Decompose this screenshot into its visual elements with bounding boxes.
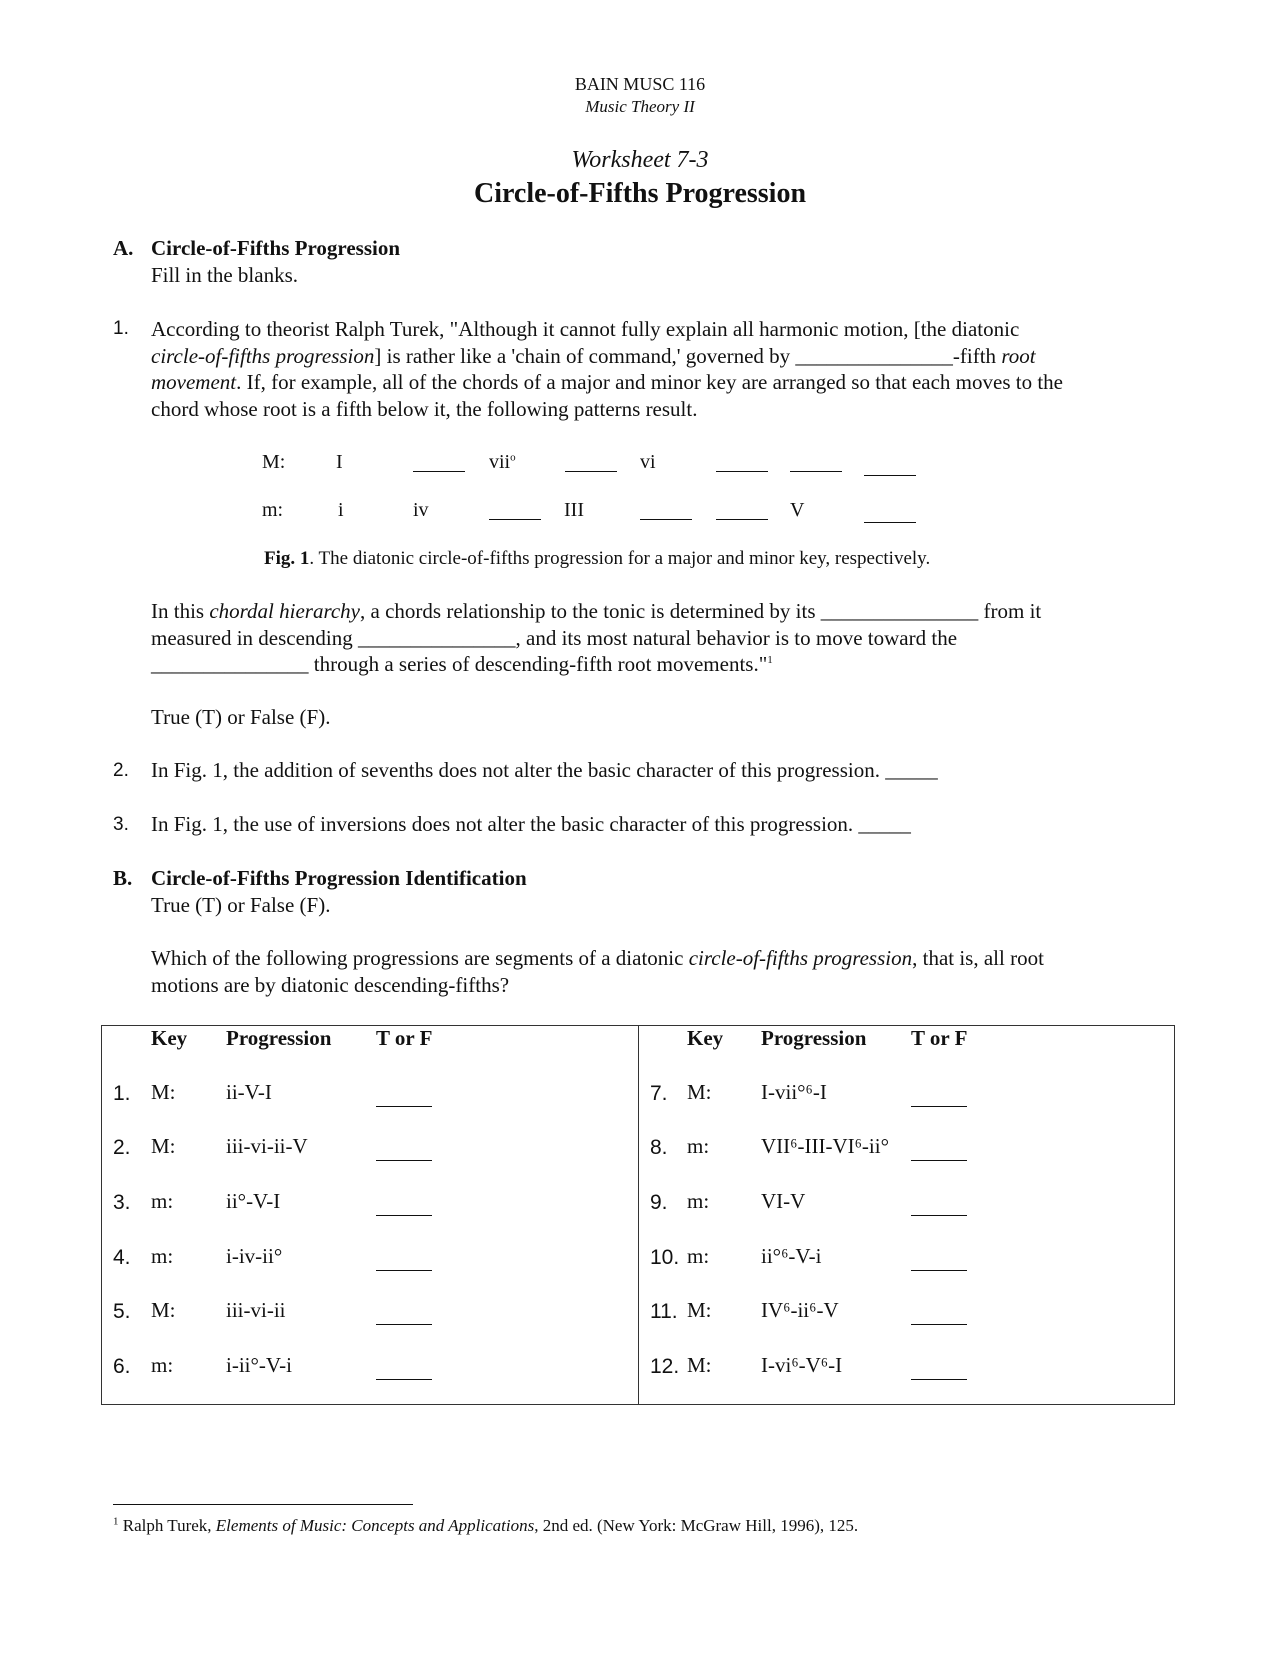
tf-answer-blank[interactable] (911, 1106, 967, 1107)
fig-minor-blank-5[interactable] (640, 518, 692, 520)
fig-minor-chord-7: V (790, 499, 805, 521)
row-number: 8. (650, 1136, 668, 1159)
footnote-book-title: Elements of Music: Concepts and Applications (215, 1516, 535, 1535)
fig-major-blank-4[interactable] (565, 470, 617, 472)
right-header-progression: Progression (761, 1026, 867, 1050)
fig-minor-chord-1: i (338, 499, 344, 521)
row-key: M: (151, 1080, 176, 1104)
section-b-q-line-2: motions are by diatonic descending-fifths? (151, 972, 510, 997)
fig-major-blank-6[interactable] (716, 470, 768, 472)
section-b-q-1b: , that is, all root (912, 946, 1044, 970)
fig-major-chord-3 (489, 451, 516, 474)
table-divider (638, 1025, 639, 1405)
row-number: 7. (650, 1082, 668, 1105)
question-1-number: 1. (113, 318, 129, 339)
tf-answer-blank[interactable] (376, 1379, 432, 1380)
row-number: 5. (113, 1300, 131, 1323)
row-key: m: (687, 1189, 710, 1213)
q1-term: circle-of-fifths progression (151, 343, 375, 368)
figure-caption-label: Fig. 1 (264, 548, 310, 569)
row-key: M: (687, 1353, 712, 1377)
q1-line-3 (151, 369, 1151, 396)
section-b-q-term: circle-of-fifths progression (688, 946, 913, 970)
q1-line-3-text: . If, for example, all of the chords of a major and minor key are arranged so that each moves to the (236, 370, 1063, 394)
question-3-text: In Fig. 1, the use of inversions does not alter the basic character of this progression. _____ (151, 812, 911, 836)
section-a-letter: A. (113, 236, 134, 260)
question-2-text: In Fig. 1, the addition of sevenths does not alter the basic character of this progression. _____ (151, 758, 938, 782)
tf-instruction: True (T) or False (F). (151, 705, 331, 729)
fig-minor-chord-4: III (564, 499, 584, 521)
para2-line-2: measured in descending _______________, and its most natural behavior is to move toward the (151, 625, 958, 650)
row-key: m: (151, 1353, 174, 1377)
course-subtitle: Music Theory II (585, 97, 695, 116)
section-b-heading: Circle-of-Fifths Progression Identification (151, 866, 527, 890)
figure-caption (264, 548, 930, 570)
section-a-instruction: Fill in the blanks. (151, 263, 298, 287)
tf-answer-blank[interactable] (376, 1160, 432, 1161)
row-progression: VI-V (761, 1189, 806, 1213)
fig-minor-blank-3[interactable] (489, 518, 541, 520)
q1-line-2 (151, 343, 1151, 370)
row-progression: i-iv-ii° (226, 1244, 283, 1268)
row-progression: ii°⁶-V-i (761, 1244, 822, 1268)
fig-minor-blank-6[interactable] (716, 518, 768, 520)
tf-answer-blank[interactable] (376, 1215, 432, 1216)
course-code: BAIN MUSC 116 (574, 74, 706, 94)
para2-line-1b: , a chords relationship to the tonic is determined by its _______________ from it (360, 599, 1042, 623)
worksheet-number: Worksheet 7-3 (571, 147, 709, 173)
tf-answer-blank[interactable] (911, 1270, 967, 1271)
row-progression: IV⁶-ii⁶-V (761, 1298, 839, 1322)
section-b-q-line-1 (151, 945, 1151, 972)
fig-major-chord-3-sup: o (510, 451, 516, 464)
tf-answer-blank[interactable] (911, 1324, 967, 1325)
footnote-mark: 1 (113, 1515, 119, 1528)
tf-answer-blank[interactable] (911, 1379, 967, 1380)
fig-major-blank-2[interactable] (413, 470, 465, 472)
section-b-q-1a: Which of the following progressions are segments of a diatonic (151, 946, 689, 970)
q1-term-movement: movement (151, 370, 237, 394)
left-header-tf: T or F (376, 1026, 433, 1050)
tf-answer-blank[interactable] (376, 1270, 432, 1271)
para2-line-1a: In this (151, 599, 210, 623)
fig-minor-chord-2: iv (413, 499, 429, 521)
row-number: 9. (650, 1191, 668, 1214)
para2-line-1 (151, 598, 1151, 625)
para2-line-3 (151, 651, 1151, 678)
row-key: m: (151, 1244, 174, 1268)
footnote-text-2: , 2nd ed. (New York: McGraw Hill, 1996), 125. (534, 1516, 859, 1535)
fig-minor-blank-8[interactable] (864, 521, 916, 523)
row-progression: iii-vi-ii (226, 1298, 286, 1322)
page-title: Circle-of-Fifths Progression (473, 178, 807, 209)
fig-major-chord-1: I (336, 451, 343, 473)
row-key: m: (151, 1189, 174, 1213)
row-progression: ii°-V-I (226, 1189, 281, 1213)
footnote-text-1: Ralph Turek, (118, 1516, 216, 1535)
tf-answer-blank[interactable] (376, 1106, 432, 1107)
hierarchy-paragraph (151, 598, 1151, 678)
figure-caption-text: . The diatonic circle-of-fifths progression for a major and minor key, respectively. (309, 548, 931, 569)
row-number: 3. (113, 1191, 131, 1214)
row-number: 11. (650, 1300, 678, 1323)
row-key: M: (687, 1080, 712, 1104)
row-progression: VII⁶-III-VI⁶-ii° (761, 1134, 889, 1158)
para2-term: chordal hierarchy (209, 599, 361, 623)
row-number: 2. (113, 1136, 131, 1159)
fig-major-chord-3-text: vii (489, 451, 511, 473)
row-key: M: (151, 1134, 176, 1158)
fig-major-chord-5: vi (640, 451, 656, 473)
row-number: 1. (113, 1082, 131, 1105)
tf-answer-blank[interactable] (376, 1324, 432, 1325)
fig-major-key: M: (262, 451, 286, 473)
tf-answer-blank[interactable] (911, 1160, 967, 1161)
question-2-number: 2. (113, 760, 129, 781)
footnote-ref[interactable]: 1 (767, 654, 773, 666)
q1-term-root: root (1001, 343, 1036, 368)
footnote (113, 1516, 858, 1536)
section-a-heading: Circle-of-Fifths Progression (151, 236, 401, 260)
left-header-key: Key (151, 1026, 188, 1050)
fig-minor-key: m: (262, 499, 284, 521)
para2-line-3-text: _______________ through a series of descending-fifth root movements." (151, 652, 768, 676)
q1-line-2-text: ] is rather like a 'chain of command,' governed by _______________-fifth (374, 343, 997, 368)
question-1-text (151, 316, 1151, 422)
fig-major-blank-7[interactable] (790, 470, 842, 472)
row-number: 4. (113, 1246, 131, 1269)
section-b-instruction: True (T) or False (F). (151, 893, 331, 917)
row-progression: i-ii°-V-i (226, 1353, 292, 1377)
row-progression: ii-V-I (226, 1080, 272, 1104)
row-key: M: (687, 1298, 712, 1322)
question-3-number: 3. (113, 814, 129, 835)
right-header-key: Key (687, 1026, 724, 1050)
tf-answer-blank[interactable] (911, 1215, 967, 1216)
right-header-tf: T or F (911, 1026, 968, 1050)
row-key: M: (151, 1298, 176, 1322)
row-key: m: (687, 1134, 710, 1158)
row-number: 12. (650, 1355, 680, 1378)
footnote-rule (113, 1504, 413, 1505)
row-progression: I-vi⁶-V⁶-I (761, 1353, 843, 1377)
left-header-progression: Progression (226, 1026, 332, 1050)
row-progression: iii-vi-ii-V (226, 1134, 308, 1158)
section-b-question (151, 945, 1151, 998)
row-progression: I-vii°⁶-I (761, 1080, 827, 1104)
row-number: 10. (650, 1246, 680, 1269)
q1-line-1: According to theorist Ralph Turek, "Although it cannot fully explain all harmonic motion, [the diatonic (151, 317, 1020, 341)
fig-major-blank-8[interactable] (864, 474, 916, 476)
row-key: m: (687, 1244, 710, 1268)
section-b-letter: B. (113, 866, 133, 890)
row-number: 6. (113, 1355, 131, 1378)
q1-line-4: chord whose root is a fifth below it, the following patterns result. (151, 396, 698, 421)
